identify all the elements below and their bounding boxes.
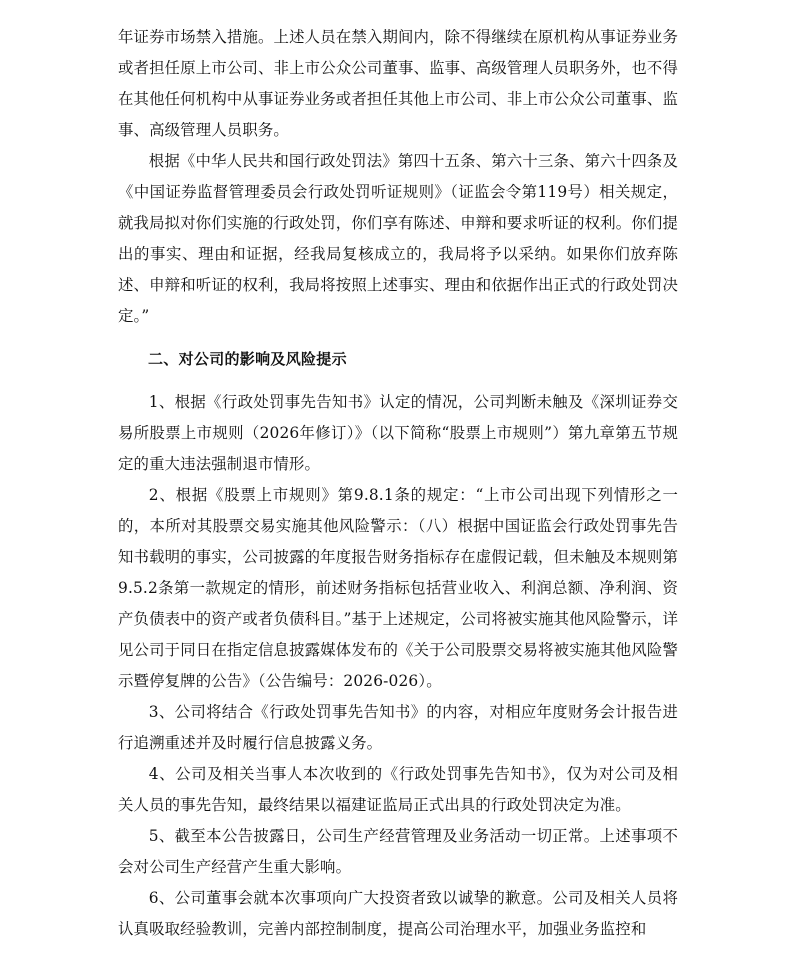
intro-paragraph-1: 年证券市场禁入措施。上述人员在禁入期间内，除不得继续在原机构从事证券业务或者担任原上市公司、非上市公众公司董事、监事、高级管理人员职务外，也不得在其他任何机构中从事证券业务或者担任其他上市公司、非上市公众公司董事、监事、高级管理人员职务。 bbox=[118, 28, 678, 139]
item-1: 1、根据《行政处罚事先告知书》认定的情况，公司判断未触及《深圳证券交易所股票上市规则（2026年修订）》（以下简称“股票上市规则”）第九章第五节规定的重大违法强制退市情形。 bbox=[118, 393, 678, 473]
document-page bbox=[118, 22, 678, 945]
spacer bbox=[118, 375, 678, 387]
intro-paragraph-2: 根据《中华人民共和国行政处罚法》第四十五条、第六十三条、第六十四条及《中国证券监督管理委员会行政处罚听证规则》（证监会令第119号）相关规定，就我局拟对你们实施的行政处罚，你们享有陈述、申辩和要求听证的权利。你们提出的事实、理由和证据，经我局复核成立的，我局将予以采纳。如果你们放弃陈述、申辩和听证的权利，我局将按照上述事实、理由和依据作出正式的行政处罚决定。” bbox=[118, 152, 678, 325]
item-5: 5、截至本公告披露日，公司生产经营管理及业务活动一切正常。上述事项不会对公司生产经营产生重大影响。 bbox=[118, 827, 678, 876]
spacer bbox=[118, 332, 678, 344]
item-6: 6、公司董事会就本次事项向广大投资者致以诚挚的歉意。公司及相关人员将认真吸取经验教训，完善内部控制制度，提高公司治理水平，加强业务监控和 bbox=[118, 889, 678, 938]
item-3: 3、公司将结合《行政处罚事先告知书》的内容，对相应年度财务会计报告进行追溯重述并及时履行信息披露义务。 bbox=[118, 703, 678, 752]
item-2: 2、根据《股票上市规则》第9.8.1条的规定：“上市公司出现下列情形之一的，本所对其股票交易实施其他风险警示：（八）根据中国证监会行政处罚事先告知书载明的事实，公司披露的年度报告财务指标存在虚假记载，但未触及本规则第9.5.2条第一款规定的情形，前述财务指标包括营业收入、利润总额、净利润、资产负债表中的资产或者负债科目。”基于上述规定，公司将被实施其他风险警示，详见公司于同日在指定信息披露媒体发布的《关于公司股票交易将被实施其他风险警示暨停复牌的公告》（公告编号：2026-026）。 bbox=[118, 486, 678, 690]
item-4: 4、公司及相关当事人本次收到的《行政处罚事先告知书》，仅为对公司及相关人员的事先告知，最终结果以福建证监局正式出具的行政处罚决定为准。 bbox=[118, 765, 678, 814]
section-heading: 二、对公司的影响及风险提示 bbox=[148, 350, 347, 368]
